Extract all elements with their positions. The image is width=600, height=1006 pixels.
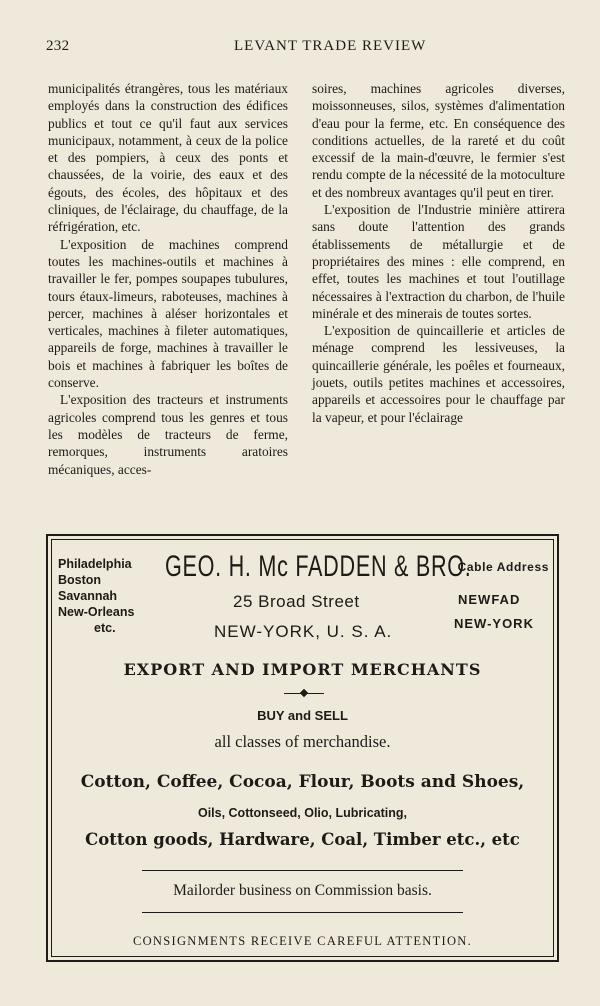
paragraph-machines: L'exposition de machines comprend toutes les machines-outils et machines à travailler le fer, pompes soupapes tubulures, tours étaux-limeurs, raboteuses, machines à percer, machines à aléser horizontales et verticales, machines à fileter automatiques, appareils de forge, machines à travailler le bois et machines à fabriquer les boîtes de conserve. <box>48 236 288 391</box>
cable-address-label: Cable Address <box>457 560 549 574</box>
running-head <box>46 38 560 58</box>
ad-rule-upper <box>142 870 463 871</box>
paragraph-mining-industry: L'exposition de l'Industrie minière attirera sans doute l'attention des grands établissements de métallurgie et de propriétaires des mines : elle comprend, en effet, toutes les machines et tout l'outillage nécessaires à l'extraction du charbon, de l'huile minérale et des minerais de toutes sortes. <box>312 202 565 321</box>
ad-headline: EXPORT AND IMPORT MERCHANTS <box>123 660 482 679</box>
branch-cities <box>58 556 134 636</box>
consignments-line: CONSIGNMENTS RECEIVE CAREFUL ATTENTION. <box>132 934 473 948</box>
mcfadden-advertisement <box>46 534 559 962</box>
goods-line-1: Cotton, Coffee, Cocoa, Flour, Boots and Shoes, <box>80 772 525 792</box>
cable-city: NEW-YORK <box>454 616 534 631</box>
cable-code: NEWFAD <box>458 592 521 607</box>
city-savannah: Savannah <box>58 589 118 603</box>
city-boston: Boston <box>58 573 102 587</box>
goods-line-2: Oils, Cottonseed, Olio, Lubricating, <box>197 806 408 820</box>
buy-sell-line: BUY and SELL <box>257 708 348 723</box>
city-etc: etc. <box>94 621 116 635</box>
city-philadelphia: Philadelphia <box>58 557 132 571</box>
mailorder-line: Mailorder business on Commission basis. <box>173 882 432 899</box>
city-address: NEW-YORK, U. S. A. <box>214 622 393 641</box>
paragraph-municipal-services: municipalités étrangères, tous les matériaux employés dans la construction des édifices publics et tout ce qu'il faut aux services municipaux, notamment, à ceux de la police et des pompiers, à ceux des ponts et chaussées, de la voirie, des eaux et des égouts, des écoles, des hôpitaux et des cliniques, de l'éclairage, du chauffage, de la réfrigération, etc. <box>48 81 288 235</box>
merchandise-classes: all classes of merchandise. <box>214 732 391 751</box>
article-left-column <box>48 80 288 478</box>
firm-name: GEO. H. Mc FADDEN & BRO. <box>165 550 472 583</box>
paragraph-hardware: L'exposition de quincaillerie et articles de ménage comprend les lessiveuses, la quincaillerie générale, les poêles et fourneaux, jouets, outils petites machines et accessoires, appareils et accessoires pour le chauffage par la vapeur, et pour l'éclairage <box>312 323 565 425</box>
ad-rule-lower <box>142 912 463 913</box>
goods-line-3: Cotton goods, Hardware, Coal, Timber etc., etc <box>85 830 520 849</box>
article-right-column <box>312 80 565 426</box>
street-address: 25 Broad Street <box>233 592 360 611</box>
paragraph-agricultural-machines: soires, machines agricoles diverses, moissonneuses, silos, systèmes d'alimentation d'eau pour la ferme, etc. En conséquence des conditions actuelles, de la rareté et du coût excessif de la main-d'œuvre, le fermier s'est rendu compte de la nécessité de la motoculture et des nombreux avantages qu'il peut en tirer. <box>312 81 565 200</box>
paragraph-tractors: L'exposition des tracteurs et instruments agricoles comprend tous les genres et tous les modèles de tracteurs de ferme, remorques, instruments aratoires mécaniques, acces- <box>48 392 288 477</box>
journal-title: LEVANT TRADE REVIEW <box>234 38 427 54</box>
city-new-orleans: New-Orleans <box>58 605 135 619</box>
page-number: 232 <box>46 38 70 54</box>
